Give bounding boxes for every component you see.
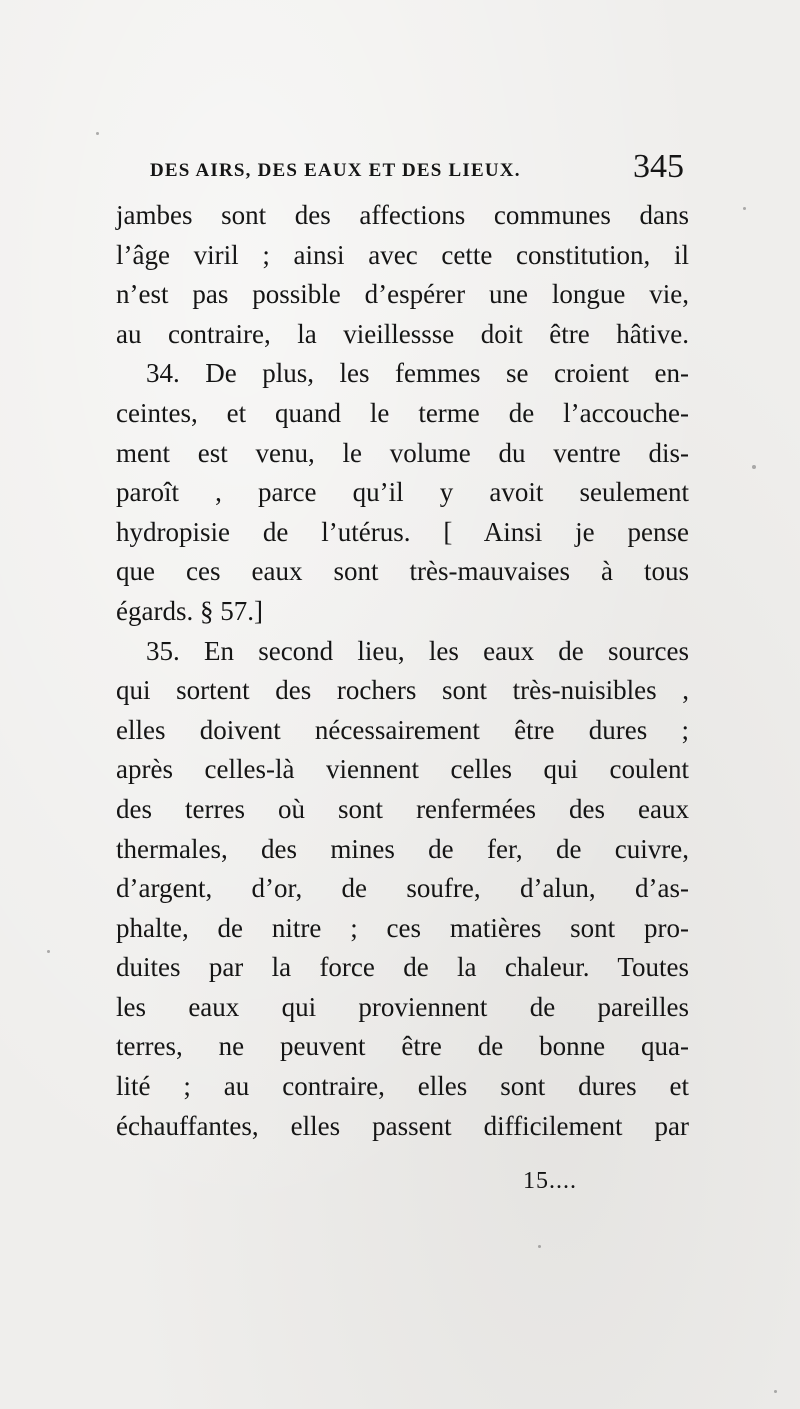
- catchword: 15....: [523, 1168, 577, 1194]
- text-line: jambes sont des affections communes dans: [116, 200, 689, 230]
- text-line: après celles-là viennent celles qui coulent: [116, 754, 689, 785]
- body-text: [116, 196, 689, 1146]
- paper-speck: [538, 1245, 541, 1248]
- text-line: égards. § 57.]: [116, 595, 263, 626]
- text-line: 35. En second lieu, les eaux de sources: [146, 635, 689, 666]
- text-line: ment est venu, le volume du ventre dis-: [116, 437, 689, 468]
- text-line: les eaux qui proviennent de pareilles: [116, 991, 689, 1022]
- text-line: paroît , parce qu’il y avoit seulement: [116, 477, 689, 508]
- paper-speck: [774, 1390, 777, 1393]
- text-line: terres, ne peuvent être de bonne qua-: [116, 1031, 689, 1062]
- text-line: échauffantes, elles passent difficilement par: [116, 1110, 689, 1141]
- text-line: l’âge viril ; ainsi avec cette constitution, il: [116, 239, 689, 270]
- text-line: 34. De plus, les femmes se croient en-: [146, 358, 689, 389]
- text-line: thermales, des mines de fer, de cuivre,: [116, 833, 689, 864]
- paper-speck: [47, 950, 50, 953]
- text-line: ceintes, et quand le terme de l’accouche-: [116, 397, 689, 428]
- text-line: elles doivent nécessairement être dures ;: [116, 714, 689, 745]
- paper-speck: [752, 465, 756, 469]
- text-line: n’est pas possible d’espérer une longue vie,: [116, 279, 689, 310]
- text-line: duites par la force de la chaleur. Toutes: [116, 952, 689, 983]
- text-line: d’argent, d’or, de soufre, d’alun, d’as-: [116, 873, 689, 904]
- text-line: que ces eaux sont très-mauvaises à tous: [116, 556, 689, 587]
- text-line: phalte, de nitre ; ces matières sont pro-: [116, 912, 689, 943]
- text-line: des terres où sont renfermées des eaux: [116, 793, 689, 824]
- page-header: [150, 148, 690, 192]
- paper-speck: [96, 132, 99, 135]
- text-line: hydropisie de l’utérus. [ Ainsi je pense: [116, 516, 689, 547]
- page-number: 345: [633, 148, 684, 185]
- text-line: au contraire, la vieillessse doit être hâtive.: [116, 318, 689, 349]
- text-line: lité ; au contraire, elles sont dures et: [116, 1071, 689, 1102]
- paper-speck: [743, 207, 746, 210]
- running-head: DES AIRS, DES EAUX ET DES LIEUX.: [150, 160, 521, 181]
- text-line: qui sortent des rochers sont très-nuisibles ,: [116, 675, 689, 706]
